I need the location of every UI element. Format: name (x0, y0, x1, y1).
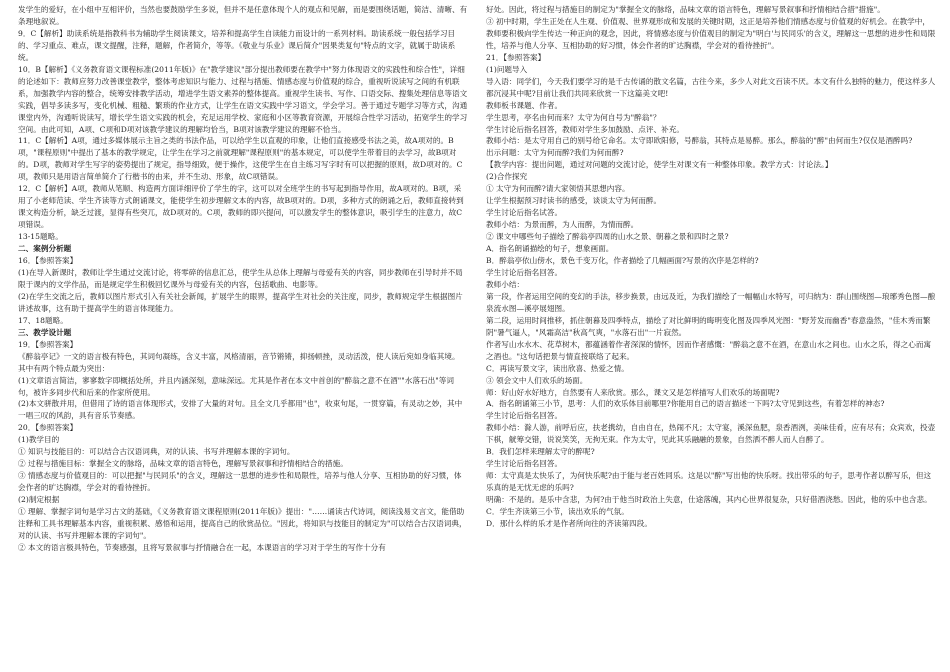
paragraph: 学生讨论后指名试答。 (486, 208, 563, 218)
paragraph: (2)合作探究 (486, 172, 528, 182)
paragraph: 明确：不是的。是乐中含悲，为何?由于他当时政治上失意，仕途落魄，其内心世界很复杂，只好借酒浇愁。因此，他的乐中也含悲。 (486, 495, 932, 505)
paragraph: A．指名朗诵第三小节，思考：人们的欢乐体目前哪里?你能用自己的语言描述一下吗?太守见到这些，有着怎样的神态? (486, 399, 885, 409)
paragraph: A．指名朗诵描绘的句子，想象画面。 (486, 244, 614, 254)
left-column (18, 4, 468, 672)
paragraph: 三、教学设计题 (18, 327, 72, 337)
paragraph: (2)制定根据 (18, 495, 60, 505)
paragraph: 作者写山水水木、花草树木，都蕴涵着作者深深的情怀，因而作者感慨："醉翁之意不在酒，在意山水之间也。山水之乐，得之心而寓之酒也。"这句话把景与情直接联络了起来。 (486, 339, 932, 361)
paragraph: 11．C【解析】A项，通过多媒体展示主旨之类的书法作品，可以给学生以直观的印象，让他们直接感受书法之美，故A项对的。B项，"课程原则"中提出了基本的教学规定，让学生在学习之前就理解"课程原则"的基本规定，可以使学生带着目的去学习，故B项对的。D项，教师对学生写字的姿势提出了规定，指导细致，便于操作，这使学生在自主练习写字时有可以把握的原则，故D项对的。C项，教师只是用语言简单简介了行楷书的由来，并不生动、形象，故C项错误。 (18, 136, 463, 182)
paragraph: 13-15题略。 (18, 232, 63, 242)
paragraph: 学生讨论后指名回答，教师对学生多加鼓励、点评、补充。 (486, 124, 684, 134)
paragraph: (2)本文骈散并用，但借用了诗的语言体现形式，安排了大量的对句。且全文几乎都用"也"，收束句尾，一贯穿篇，有灵动之妙，其中一唱三叹的风韵，具有音乐节奏感。 (18, 399, 463, 421)
paragraph: D．那什么样的乐才是作者所向往的齐读第四段。 (486, 518, 652, 528)
paragraph: 好处。因此，将过程与措施目的制定为"掌握全文的脉络，品味文章的语言特色，理解写景叙事和抒情相结合措"措施"。 (486, 5, 885, 14)
paragraph: 《醉翁亭记》一文的语言极有特色，其词句凝练，含义丰富，风格清丽，音节锵锵，抑扬顿挫，灵动活泼，使人读后宛如身临其境。 (18, 351, 460, 361)
paragraph: (2)在学生交流之后，教师以图片形式引入有关社会新闻，扩展学生的眼界，提高学生对社会的关注度，同步，教师规定学生根据图片讲述故事，这有助于提高学生的语言体现能力。 (18, 291, 463, 313)
paragraph: (1)文章语言简洁，寥寥数字即概括处所，并且内涵深刻，意味深远。尤其是作者在本文中首创的"醉翁之意不在酒""水落石出"等词句，被许多同步代和后来的作家所使用。 (18, 375, 455, 397)
paragraph: 让学生根据预习时读书的感受，谈谈太守为何而醉。 (486, 196, 662, 206)
paragraph: C．再读写景文字，读出欣喜、热爱之情。 (486, 363, 629, 373)
paragraph: ② 过程与措施目标：掌握全文的脉络，品味文章的语言特色，理解写景叙事和抒情相结合的措施。 (18, 459, 348, 469)
paragraph: 学生讨论后指名回答。 (486, 267, 563, 277)
paragraph: C．学生齐读第三小节，读出欢乐的气氛。 (486, 507, 629, 517)
paragraph: ① 知识与技能目的：可以结合古汉语词典，对的认读、书写并理解本课的字词句。 (18, 447, 295, 457)
paragraph: 9．C【解析】助读系统是指教科书为辅助学生阅读课文，培养和提高学生自读能力而设计的一系列材料。助读系统一般包括学习目的、学习重点、难点，课文提醒，注释，题解，作者简介，等等。《敬业与乐业》课后简介"因果类复句"特点的文字，就属于助读系统。 (18, 28, 456, 62)
paragraph: ③ 情感态度与价值观目的：可以把握"与民同乐"的含义，理解这一思想的进步性和局限性，培养与他人分享、互相协助的好习惯，体会作者的旷达胸襟，学会对的看待挫折。 (18, 471, 462, 493)
paragraph: 21．【参照答案】 (486, 52, 546, 62)
paragraph: ③ 初中时期，学生正处在人生观、价值观、世界观形成和发展的关键时期，这正是培养他们情感态度与价值观的好机会。在教学中，教师要积极向学生传达一种正向的观念，因此，将情感态度与价值观目的制定为"明白'与民同乐'的含义，理解这一思想的进步性和局限性，培养与他人分享、互相协助的好习惯，体会作者的旷达胸襟，学会对的看待挫折"。 (486, 16, 936, 50)
paragraph: (1)问题导入 (486, 64, 528, 74)
paragraph: 师：太守真是太快乐了，为何快乐呢?由于能与老百姓同乐。这是以"醉"写出他的快乐呀。找出带乐的句子，思考作者以醉写乐，但这乐真的是无忧无虑的乐吗? (486, 471, 932, 493)
paragraph: ② 本文的语言极具特色，节奏感强，且将写景叙事与抒情融合在一起，本课语言的学习对于学生的写作十分有 (18, 542, 386, 552)
paragraph: B．我们怎样来理解太守的醉呢? (486, 447, 595, 457)
paragraph: ① 太守为何而醉?请大家领悟其思想内容。 (486, 184, 630, 194)
paragraph: 16．【参照答案】 (18, 256, 78, 266)
paragraph: (1)在导入新课时，教师让学生通过交流讨论，将零碎的信息汇总，使学生从总体上理解与母爱有关的内容，同步教师在引导时并不局限于课内的文学作品，而是规定学生积极回忆课外与母爱有关的内容，包括歌曲、电影等。 (18, 267, 463, 289)
paragraph: 20．【参照答案】 (18, 423, 78, 433)
paragraph: 【教学内容：提出问题，通过对问题的交流讨论，使学生对课文有一种整体印象。教学方式：讨论法。】 (486, 160, 833, 170)
paragraph: 教师小结： (486, 279, 525, 289)
paragraph: B．醉翁亭依山傍水，景色千变万化，作者描绘了几幅画面?写景的次序是怎样的? (486, 256, 759, 266)
paragraph: 二、案例分析题 (18, 244, 72, 254)
paragraph: ③ 领会文中人们欢乐的场面。 (486, 375, 588, 385)
paragraph: 发学生的爱好，在小组中互相评价，当然也要鼓励学生多说，但并不是任意体现个人的观点和见解，而是要围绕话题，简洁、清晰、有条理地叙说。 (18, 5, 468, 26)
paragraph: 师：好山好水好地方，自然要有人来欣赏。那么，课文又是怎样描写人们欢乐的场面呢? (486, 387, 780, 397)
paragraph: 第一段，作者运用空间的变幻的手法，移步换景，由远及近，为我们描绘了一幅幅山水特写，可归纳为：群山围绕图—琅琊秀色图—酿泉流水图—溪亭展翅图。 (486, 291, 936, 313)
paragraph: 出示问题：太守为何而醉?我们为何而醉? (486, 148, 624, 158)
paragraph: (1)教学目的 (18, 435, 60, 445)
paragraph: 导入语：同学们，今天我们要学习的是千古传诵的散文名篇，古往今来，多少人对此文百读不厌。本文有什么独特的魅力，使这样多人都沉浸其中呢?目前让我们共同来欣赏一下这篇美文吧! (486, 76, 936, 98)
paragraph: 其中有两个特点最为突出： (18, 363, 110, 373)
paragraph: 教师小结：滁人游，前呼后应，扶老携幼，自由自在，热闹不凡；太守宴，溪深鱼肥，泉香酒洌，美味佳肴，应有尽有；众宾欢，投壶下棋，觥筹交错，说说笑笑，无拘无束。作为太守，见此其乐融融的景象，自然洒不醉人而人自醉了。 (486, 423, 936, 445)
paragraph: 教师板书课题、作者。 (486, 100, 563, 110)
right-column (486, 4, 936, 672)
paragraph: 教师小结：为景而醉，为人而醉，为情而醉。 (486, 220, 639, 230)
paragraph: ① 理解、掌握字词句是学习古文的基础，《义务教育语文课程原则(2011年版)》提出："……诵读古代诗词，阅读浅易文言文，能借助注释和工具书理解基本内容，重视积累、感悟和运用，提高自己的欣赏品位。"因此，将知识与技能目的制定为"可以结合古汉语词典，对的认读、书写并理解本课的字词句"。 (18, 507, 467, 540)
paragraph: 学生讨论后指名回答。 (486, 459, 563, 469)
paragraph: 学生讨论后指名回答。 (486, 411, 563, 421)
paragraph: 学生思考，亭名由何而来？太守为何自号为"醉翁"？ (486, 112, 661, 122)
paragraph: 12．C【解析】A项，教师从笔顺、构造两方面详细评价了学生的字，这可以对全班学生的书写起到指导作用，故A项对的。B项，采用了小老师范读、学生齐读等方式朗诵课文，能使学生初步理解文本的内容，故B项对的。D项，多种方式的朗诵之后，教师直接转到课文构造分析，缺乏过渡，显得有些突兀，故D项对的。C项，教师的即兴提问，可以激发学生的整体意识，吸引学生的注意力，故C项错误。 (18, 184, 464, 230)
paragraph: 17、18题略。 (18, 315, 68, 325)
paragraph: 10．B【解析】《义务教育语文课程标准(2011年版)》在"教学建议"部分提出教师要在教学中"努力体现语文的实践性和综合性"，详细的论述如下：教师应努力改善课堂教学，整体考虑知识与能力、过程与措施、情感态度与价值观的综合，重视听说读写之间的有机联系，加强教学内容的整合，统筹安排教学活动，增进学生语文素养的整体提高。重视学生读书、写作、口语交际、搜集处理信息等语文实践，倡导多读多写，变化机械、粗糙、繁琐的作业方式，让学生在语文实践中学习语文，学会学习。善于通过专题学习等方式，沟通课堂内外，沟通听说读写，增长学生语文实践的机会，充足运用学校、家庭和小区等教育资源，开展综合性学习活动，拓宽学生的学习空间。由此可知，A项、C项和D项对该教学建议的理解均恰当，B项对该教学建议的理解不恰当。 (18, 64, 468, 134)
paragraph: 教师小结：是太守用自己的别号给它命名。太守即欧阳修，号醉翁，其特点是易醉。那么，醉翁的"醉"由何而生?仅仅是酒醉吗? (486, 136, 913, 146)
paragraph: 19．【参照答案】 (18, 339, 78, 349)
paragraph: 第二段，运用时间推移，抓住朝暮及四季特点，描绘了对比鲜明的晦明变化图及四季风光图："野芳发而幽香"春意盎然，"佳木秀而繁阴"暑气逼人，"风霜高洁"秋高气爽，"水落石出"一片寂然。 (486, 315, 931, 337)
paragraph: ② 课文中哪些句子描绘了醉翁亭四周的山水之景、朝暮之景和四时之景? (486, 232, 729, 242)
